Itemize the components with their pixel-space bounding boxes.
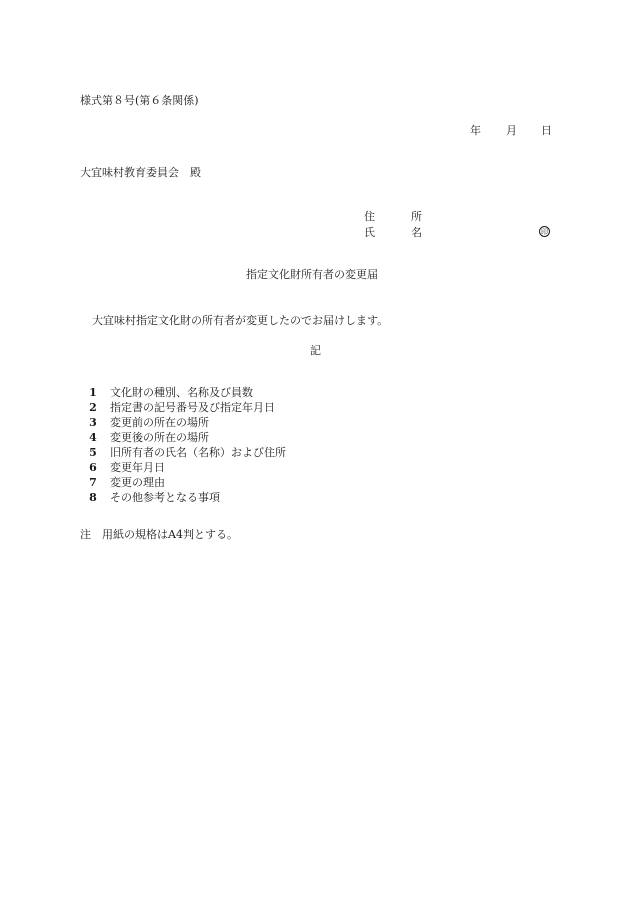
item-3-number: 3 [89,416,97,429]
address-label-part-2: 所 [411,210,422,223]
addressee: 大宜味村教育委員会 殿 [80,166,201,179]
item-5-text: 旧所有者の氏名（名称）および住所 [110,446,286,459]
name-label-part-2: 名 [411,226,422,239]
item-8-text: その他参考となる事項 [110,491,220,504]
document-title: 指定文化財所有者の変更届 [246,268,378,281]
item-1-number: 1 [89,386,97,399]
item-3-text: 変更前の所在の場所 [110,416,209,429]
seal-icon: 印 [541,228,548,236]
form-number: 様式第８号(第６条関係) [80,94,199,107]
item-5-number: 5 [89,446,97,459]
item-7-text: 変更の理由 [110,476,165,489]
item-1-text: 文化財の種別、名称及び員数 [110,386,253,399]
item-7-number: 7 [89,476,97,489]
date-line [470,124,552,138]
item-4-number: 4 [89,431,97,444]
item-8-number: 8 [89,491,97,504]
note-text: 用紙の規格はA4判とする。 [102,528,238,541]
record-heading: 記 [310,344,321,357]
name-label-part-1: 氏 [364,226,375,239]
item-6-number: 6 [89,461,97,474]
item-2-number: 2 [89,401,97,414]
item-4-text: 変更後の所在の場所 [110,431,209,444]
body-text: 大宜味村指定文化財の所有者が変更したのでお届けします。 [92,314,389,327]
note-prefix: 注 [80,528,91,541]
item-6-text: 変更年月日 [110,461,165,474]
date-month-label: 月 [506,124,517,137]
item-2-text: 指定書の記号番号及び指定年月日 [110,401,275,414]
date-day-label: 日 [541,124,552,137]
date-year-label: 年 [470,124,481,137]
address-label-part-1: 住 [364,210,375,223]
